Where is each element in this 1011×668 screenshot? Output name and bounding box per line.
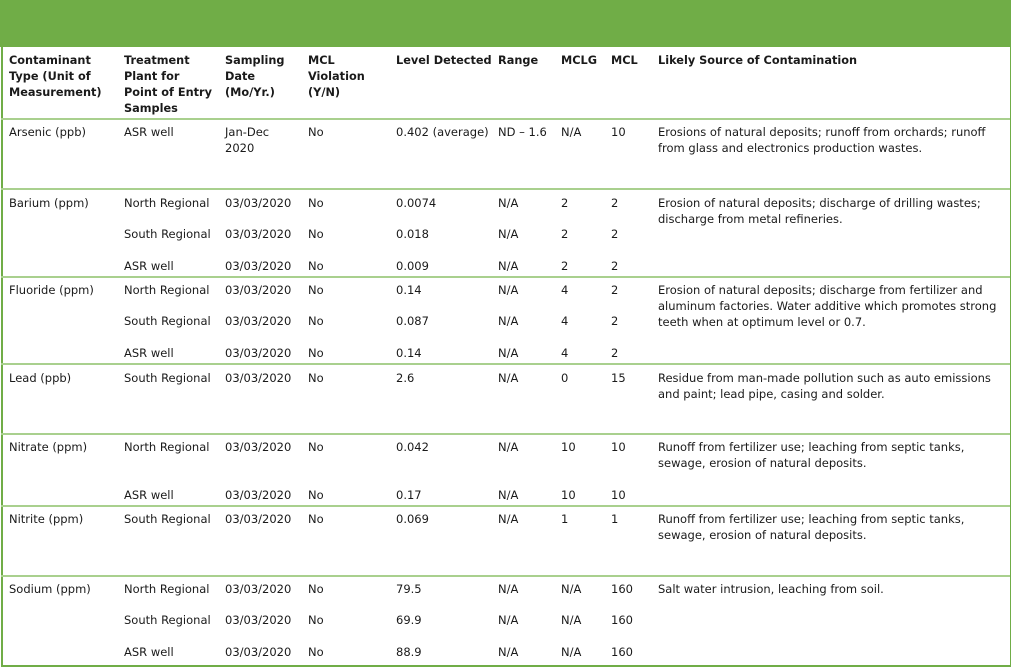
range-cell: N/A bbox=[498, 512, 519, 526]
violation-cell: No bbox=[308, 440, 324, 454]
date-cell: Jan-Dec 2020 bbox=[225, 125, 270, 155]
date-cell: 03/03/2020 bbox=[225, 346, 292, 360]
mclg-cell: N/A bbox=[561, 645, 582, 659]
violation-cell: No bbox=[308, 645, 324, 659]
mclg-cell: 2 bbox=[561, 259, 569, 273]
date-cell: 03/03/2020 bbox=[225, 440, 292, 454]
range-cell: N/A bbox=[498, 227, 519, 241]
violation-cell: No bbox=[308, 613, 324, 627]
row-divider bbox=[1, 118, 1010, 120]
source-cell: Runoff from fertilizer use; leaching from septic tanks, sewage, erosion of natural deposits. bbox=[658, 440, 965, 470]
source-cell: Erosion of natural deposits; discharge from fertilizer and aluminum factories. Water additive which promotes strong teeth when at optimum level or 0.7. bbox=[658, 283, 997, 329]
violation-cell: No bbox=[308, 314, 324, 328]
date-cell: 03/03/2020 bbox=[225, 227, 292, 241]
header-date: Sampling Date (Mo/Yr.) bbox=[225, 54, 285, 99]
header-band bbox=[0, 0, 1011, 47]
mclg-cell: 10 bbox=[561, 440, 576, 454]
mcl-cell: 160 bbox=[611, 613, 633, 627]
date-cell: 03/03/2020 bbox=[225, 582, 292, 596]
plant-cell: ASR well bbox=[124, 645, 174, 659]
mcl-cell: 15 bbox=[611, 371, 626, 385]
header-plant: Treatment Plant for Point of Entry Samples bbox=[124, 54, 212, 115]
range-cell: N/A bbox=[498, 346, 519, 360]
plant-cell: ASR well bbox=[124, 346, 174, 360]
mcl-cell: 2 bbox=[611, 259, 619, 273]
level-cell: 0.087 bbox=[396, 314, 429, 328]
date-cell: 03/03/2020 bbox=[225, 196, 292, 210]
header-contaminant: Contaminant Type (Unit of Measurement) bbox=[9, 54, 102, 99]
plant-cell: North Regional bbox=[124, 196, 210, 210]
level-cell: 0.14 bbox=[396, 283, 422, 297]
mclg-cell: 2 bbox=[561, 196, 569, 210]
contaminant-name: Nitrite (ppm) bbox=[9, 512, 84, 526]
mcl-cell: 2 bbox=[611, 314, 619, 328]
level-cell: 0.069 bbox=[396, 512, 429, 526]
mcl-cell: 10 bbox=[611, 125, 626, 139]
plant-cell: North Regional bbox=[124, 440, 210, 454]
date-cell: 03/03/2020 bbox=[225, 613, 292, 627]
range-cell: N/A bbox=[498, 314, 519, 328]
mclg-cell: 10 bbox=[561, 488, 576, 502]
plant-cell: South Regional bbox=[124, 512, 211, 526]
range-cell: N/A bbox=[498, 371, 519, 385]
header-mcl: MCL bbox=[611, 54, 638, 67]
mclg-cell: 2 bbox=[561, 227, 569, 241]
range-cell: N/A bbox=[498, 582, 519, 596]
level-cell: 79.5 bbox=[396, 582, 422, 596]
mcl-cell: 10 bbox=[611, 488, 626, 502]
violation-cell: No bbox=[308, 488, 324, 502]
level-cell: 69.9 bbox=[396, 613, 422, 627]
violation-cell: No bbox=[308, 371, 324, 385]
plant-cell: South Regional bbox=[124, 371, 211, 385]
date-cell: 03/03/2020 bbox=[225, 259, 292, 273]
header-level: Level Detected bbox=[396, 54, 492, 67]
plant-cell: South Regional bbox=[124, 227, 211, 241]
date-cell: 03/03/2020 bbox=[225, 314, 292, 328]
level-cell: 0.17 bbox=[396, 488, 422, 502]
level-cell: 0.042 bbox=[396, 440, 429, 454]
row-divider bbox=[1, 188, 1010, 190]
level-cell: 88.9 bbox=[396, 645, 422, 659]
mcl-cell: 160 bbox=[611, 582, 633, 596]
mclg-cell: N/A bbox=[561, 125, 582, 139]
violation-cell: No bbox=[308, 512, 324, 526]
violation-cell: No bbox=[308, 283, 324, 297]
source-cell: Salt water intrusion, leaching from soil. bbox=[658, 582, 884, 596]
mcl-cell: 2 bbox=[611, 227, 619, 241]
range-cell: N/A bbox=[498, 440, 519, 454]
header-range: Range bbox=[498, 54, 539, 67]
source-cell: Erosions of natural deposits; runoff from orchards; runoff from glass and electronics production wastes. bbox=[658, 125, 986, 155]
contaminant-name: Barium (ppm) bbox=[9, 196, 89, 210]
mcl-cell: 160 bbox=[611, 645, 633, 659]
contaminant-name: Nitrate (ppm) bbox=[9, 440, 88, 454]
violation-cell: No bbox=[308, 196, 324, 210]
range-cell: N/A bbox=[498, 196, 519, 210]
header-violation: MCL Violation (Y/N) bbox=[308, 54, 365, 99]
range-cell: ND – 1.6 bbox=[498, 125, 547, 139]
header-source: Likely Source of Contamination bbox=[658, 54, 858, 67]
source-cell: Runoff from fertilizer use; leaching from septic tanks, sewage, erosion of natural deposits. bbox=[658, 512, 965, 542]
range-cell: N/A bbox=[498, 283, 519, 297]
row-divider bbox=[1, 433, 1010, 435]
date-cell: 03/03/2020 bbox=[225, 512, 292, 526]
range-cell: N/A bbox=[498, 488, 519, 502]
mcl-cell: 2 bbox=[611, 196, 619, 210]
contaminant-name: Lead (ppb) bbox=[9, 371, 72, 385]
plant-cell: South Regional bbox=[124, 314, 211, 328]
mclg-cell: N/A bbox=[561, 613, 582, 627]
source-cell: Residue from man-made pollution such as auto emissions and paint; lead pipe, casing and solder. bbox=[658, 371, 991, 401]
mcl-cell: 2 bbox=[611, 283, 619, 297]
violation-cell: No bbox=[308, 259, 324, 273]
violation-cell: No bbox=[308, 582, 324, 596]
plant-cell: ASR well bbox=[124, 125, 174, 139]
header-mclg: MCLG bbox=[561, 54, 598, 67]
level-cell: 0.14 bbox=[396, 346, 422, 360]
violation-cell: No bbox=[308, 346, 324, 360]
contaminant-name: Fluoride (ppm) bbox=[9, 283, 94, 297]
mclg-cell: 4 bbox=[561, 283, 569, 297]
plant-cell: North Regional bbox=[124, 283, 210, 297]
level-cell: 2.6 bbox=[396, 371, 415, 385]
row-divider bbox=[1, 276, 1010, 278]
plant-cell: ASR well bbox=[124, 488, 174, 502]
date-cell: 03/03/2020 bbox=[225, 283, 292, 297]
mcl-cell: 2 bbox=[611, 346, 619, 360]
level-cell: 0.402 (average) bbox=[396, 125, 489, 139]
range-cell: N/A bbox=[498, 645, 519, 659]
level-cell: 0.0074 bbox=[396, 196, 437, 210]
violation-cell: No bbox=[308, 125, 324, 139]
plant-cell: North Regional bbox=[124, 582, 210, 596]
row-divider bbox=[1, 505, 1010, 507]
row-divider bbox=[1, 363, 1010, 365]
range-cell: N/A bbox=[498, 613, 519, 627]
plant-cell: ASR well bbox=[124, 259, 174, 273]
mclg-cell: 4 bbox=[561, 346, 569, 360]
contaminant-name: Arsenic (ppb) bbox=[9, 125, 86, 139]
mclg-cell: 1 bbox=[561, 512, 569, 526]
mclg-cell: N/A bbox=[561, 582, 582, 596]
mclg-cell: 4 bbox=[561, 314, 569, 328]
contaminant-name: Sodium (ppm) bbox=[9, 582, 91, 596]
source-cell: Erosion of natural deposits; discharge of drilling wastes; discharge from metal refineries. bbox=[658, 196, 981, 226]
mclg-cell: 0 bbox=[561, 371, 569, 385]
plant-cell: South Regional bbox=[124, 613, 211, 627]
range-cell: N/A bbox=[498, 259, 519, 273]
date-cell: 03/03/2020 bbox=[225, 371, 292, 385]
mcl-cell: 1 bbox=[611, 512, 619, 526]
level-cell: 0.009 bbox=[396, 259, 429, 273]
violation-cell: No bbox=[308, 227, 324, 241]
mcl-cell: 10 bbox=[611, 440, 626, 454]
date-cell: 03/03/2020 bbox=[225, 488, 292, 502]
date-cell: 03/03/2020 bbox=[225, 645, 292, 659]
row-divider bbox=[1, 575, 1010, 577]
level-cell: 0.018 bbox=[396, 227, 429, 241]
